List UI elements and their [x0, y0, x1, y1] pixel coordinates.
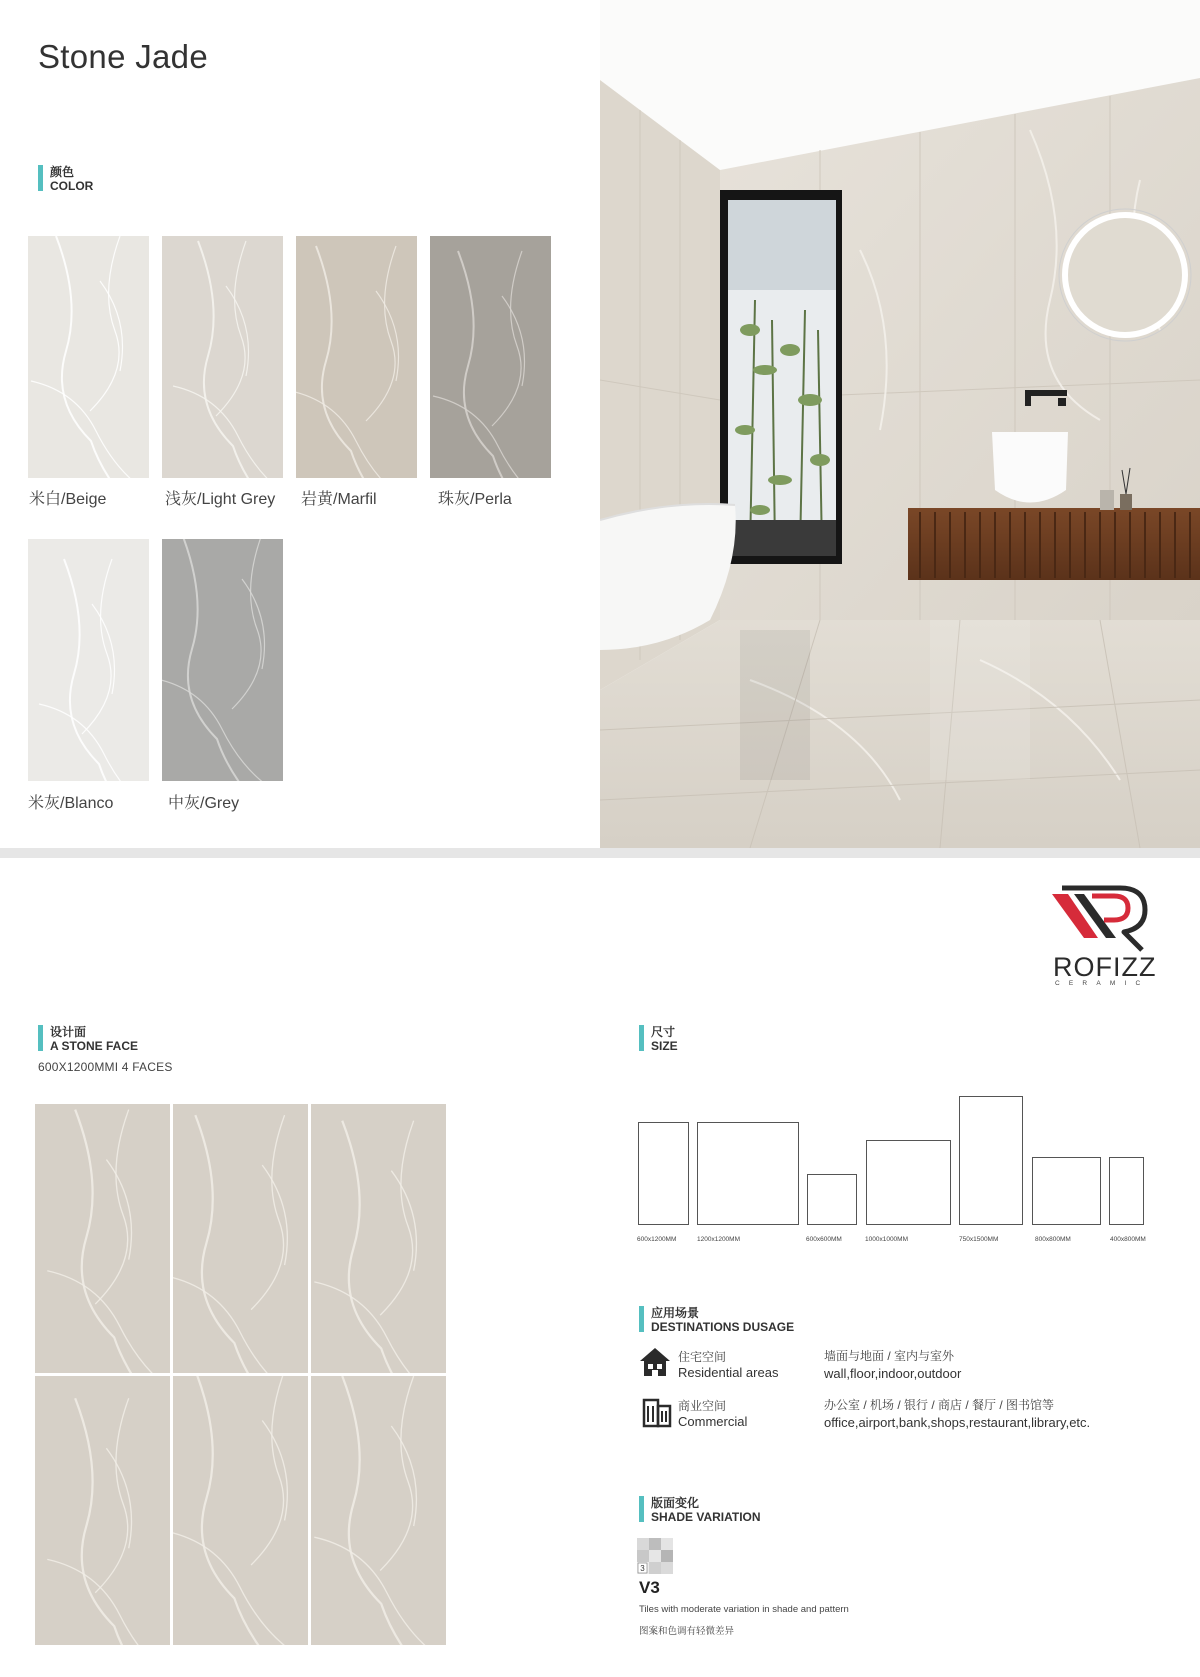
swatch-label-beige: 米白/Beige — [29, 491, 107, 508]
size-box-600x600 — [807, 1174, 857, 1225]
size-label: 600x600MM — [806, 1236, 842, 1243]
usage-residential-en: Residential areas — [678, 1365, 779, 1380]
size-box-800x800 — [1032, 1157, 1101, 1225]
bathroom-scene-image — [600, 0, 1200, 848]
size-label: 600x1200MM — [637, 1236, 677, 1243]
tile-face — [311, 1376, 446, 1645]
size-label: 750x1500MM — [959, 1236, 999, 1243]
size-label: 1200x1200MM — [697, 1236, 740, 1243]
size-box-1000x1000 — [866, 1140, 951, 1225]
color-swatch-blanco — [28, 539, 149, 781]
shade-icon-number: 3 — [640, 1564, 645, 1573]
size-label: 400x800MM — [1110, 1236, 1146, 1243]
heading-accent-bar — [38, 1025, 43, 1051]
usage-commercial-zh: 商业空间 — [678, 1399, 727, 1413]
swatch-label-light-grey: 浅灰/Light Grey — [165, 491, 276, 508]
house-icon — [638, 1345, 672, 1379]
color-swatch-grey — [162, 539, 283, 781]
size-label: 1000x1000MM — [865, 1236, 908, 1243]
usage-heading-en: DESTINATIONS DUSAGE — [651, 1320, 795, 1334]
heading-accent-bar — [639, 1306, 644, 1332]
size-box-400x800 — [1109, 1157, 1144, 1225]
shade-heading-en: SHADE VARIATION — [651, 1510, 761, 1524]
heading-accent-bar — [38, 165, 43, 191]
shade-heading-zh: 版面变化 — [651, 1496, 700, 1510]
size-label: 800x800MM — [1035, 1236, 1071, 1243]
usage-residential-detail-en: wall,floor,indoor,outdoor — [824, 1366, 962, 1381]
swatch-label-grey: 中灰/Grey — [168, 795, 240, 812]
face-heading-zh: 设计面 — [50, 1025, 87, 1039]
shade-description-en: Tiles with moderate variation in shade and pattern — [639, 1604, 849, 1615]
color-swatch-beige — [28, 236, 149, 478]
size-heading-en: SIZE — [651, 1039, 678, 1053]
product-title: Stone Jade — [38, 38, 208, 75]
color-swatch-marfil — [296, 236, 417, 478]
usage-commercial-detail-zh: 办公室 / 机场 / 银行 / 商店 / 餐厅 / 图书馆等 — [824, 1398, 1055, 1412]
color-heading-en: COLOR — [50, 179, 94, 193]
swatch-label-blanco: 米灰/Blanco — [28, 795, 114, 812]
face-heading-en: A STONE FACE — [50, 1039, 139, 1053]
heading-accent-bar — [639, 1025, 644, 1051]
usage-residential-zh: 住宅空间 — [678, 1350, 727, 1364]
size-heading-zh: 尺寸 — [651, 1025, 676, 1039]
shade-code: V3 — [639, 1578, 660, 1597]
tile-face — [173, 1104, 308, 1373]
shade-description-zh: 图案和色调有轻微差异 — [639, 1626, 735, 1637]
brand-name: ROFIZZ — [1053, 952, 1157, 982]
building-icon — [640, 1394, 674, 1428]
shade-grid-icon — [637, 1538, 675, 1574]
tile-face — [35, 1376, 170, 1645]
color-swatch-perla — [430, 236, 551, 478]
tile-face — [173, 1376, 308, 1645]
usage-heading-zh: 应用场景 — [651, 1306, 700, 1320]
heading-accent-bar — [639, 1496, 644, 1522]
size-box-1200x1200 — [697, 1122, 799, 1225]
face-detail: 600X1200MMI 4 FACES — [38, 1060, 173, 1074]
size-box-600x1200 — [638, 1122, 689, 1225]
usage-commercial-detail-en: office,airport,bank,shops,restaurant,library,etc. — [824, 1415, 1091, 1430]
tile-face-grid — [35, 1104, 447, 1646]
color-swatch-light-grey — [162, 236, 283, 478]
swatch-label-perla: 珠灰/Perla — [438, 491, 512, 508]
color-page — [0, 0, 600, 848]
size-box-750x1500 — [959, 1096, 1023, 1225]
color-heading-zh: 颜色 — [50, 165, 75, 179]
brand-subtitle: CERAMIC — [1055, 980, 1150, 987]
tile-face — [311, 1104, 446, 1373]
usage-commercial-en: Commercial — [678, 1414, 748, 1429]
swatch-label-marfil: 岩黄/Marfil — [301, 491, 377, 508]
page-divider — [0, 848, 1200, 858]
tile-face — [35, 1104, 170, 1373]
usage-residential-detail-zh: 墙面与地面 / 室内与室外 — [824, 1349, 955, 1363]
